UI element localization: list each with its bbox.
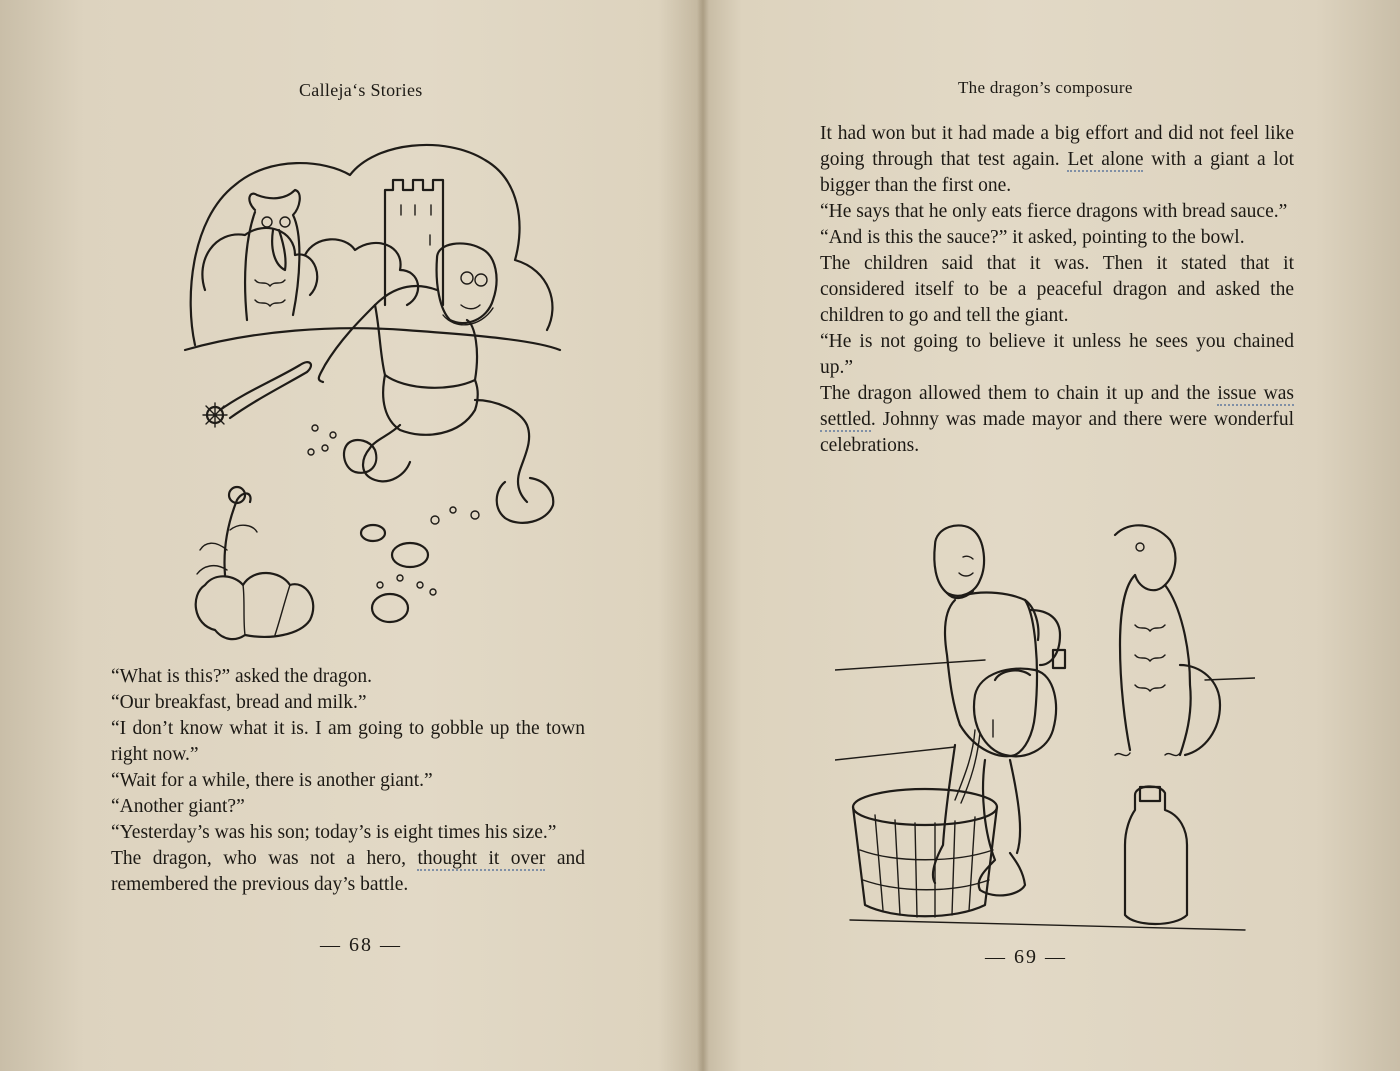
paragraph: “He says that he only eats fierce dragons with bread sauce.” [820, 201, 1288, 222]
paragraph: “Our breakfast, bread and milk.” [111, 692, 367, 713]
paragraph: “What is this?” asked the dragon. [111, 666, 372, 687]
paragraph-text: The dragon, who was not a hero, [111, 848, 418, 869]
page-number: — 69 — [985, 946, 1067, 968]
paragraph [820, 121, 1294, 199]
right-page [705, 0, 1400, 1071]
glossary-term-link[interactable]: issue was settled [820, 383, 1294, 430]
paragraph: “And is this the sauce?” it asked, pointing to the bowl. [820, 227, 1245, 248]
paragraph: “Another giant?” [111, 796, 245, 817]
paragraph: “Yesterday’s was his son; today’s is eight times his size.” [111, 822, 557, 843]
giant-pouring-milk-illustration [835, 515, 1255, 935]
paragraph [820, 381, 1294, 459]
paragraph-text: . Johnny was made mayor and there were wonderful celebrations. [820, 409, 1294, 456]
glossary-term-link[interactable]: thought it over [417, 848, 546, 869]
right-page-text [820, 121, 1294, 459]
paragraph-text: with a giant a lot bigger than the first one. [820, 149, 1294, 196]
paragraph-text: The dragon allowed them to chain it up and the [820, 383, 1218, 404]
paragraph: “Wait for a while, there is another giant.” [111, 770, 433, 791]
paragraph-text: It had won but it had made a big effort and did not feel like going through that test again. [820, 123, 1294, 170]
right-running-head: The dragon’s composure [958, 78, 1133, 97]
left-running-head: Calleja‘s Stories [299, 80, 423, 100]
paragraph: “I don’t know what it is. I am going to gobble up the town right now.” [111, 718, 585, 765]
page-number: — 68 — [320, 934, 402, 956]
glossary-term-link[interactable]: Let alone [1067, 149, 1144, 170]
paragraph: “He is not going to believe it unless he sees you chained up.” [820, 331, 1294, 378]
fleeing-giant-drawing [175, 130, 575, 650]
paragraph-text: and remembered the previous day’s battle. [111, 848, 585, 895]
paragraph: The children said that it was. Then it stated that it considered itself to be a peaceful dragon and asked the children to go and tell the giant. [820, 253, 1294, 326]
left-page-text [111, 664, 585, 898]
giant-and-dragon-drawing [835, 515, 1255, 935]
fleeing-giant-illustration [175, 130, 575, 650]
paragraph [111, 846, 585, 898]
